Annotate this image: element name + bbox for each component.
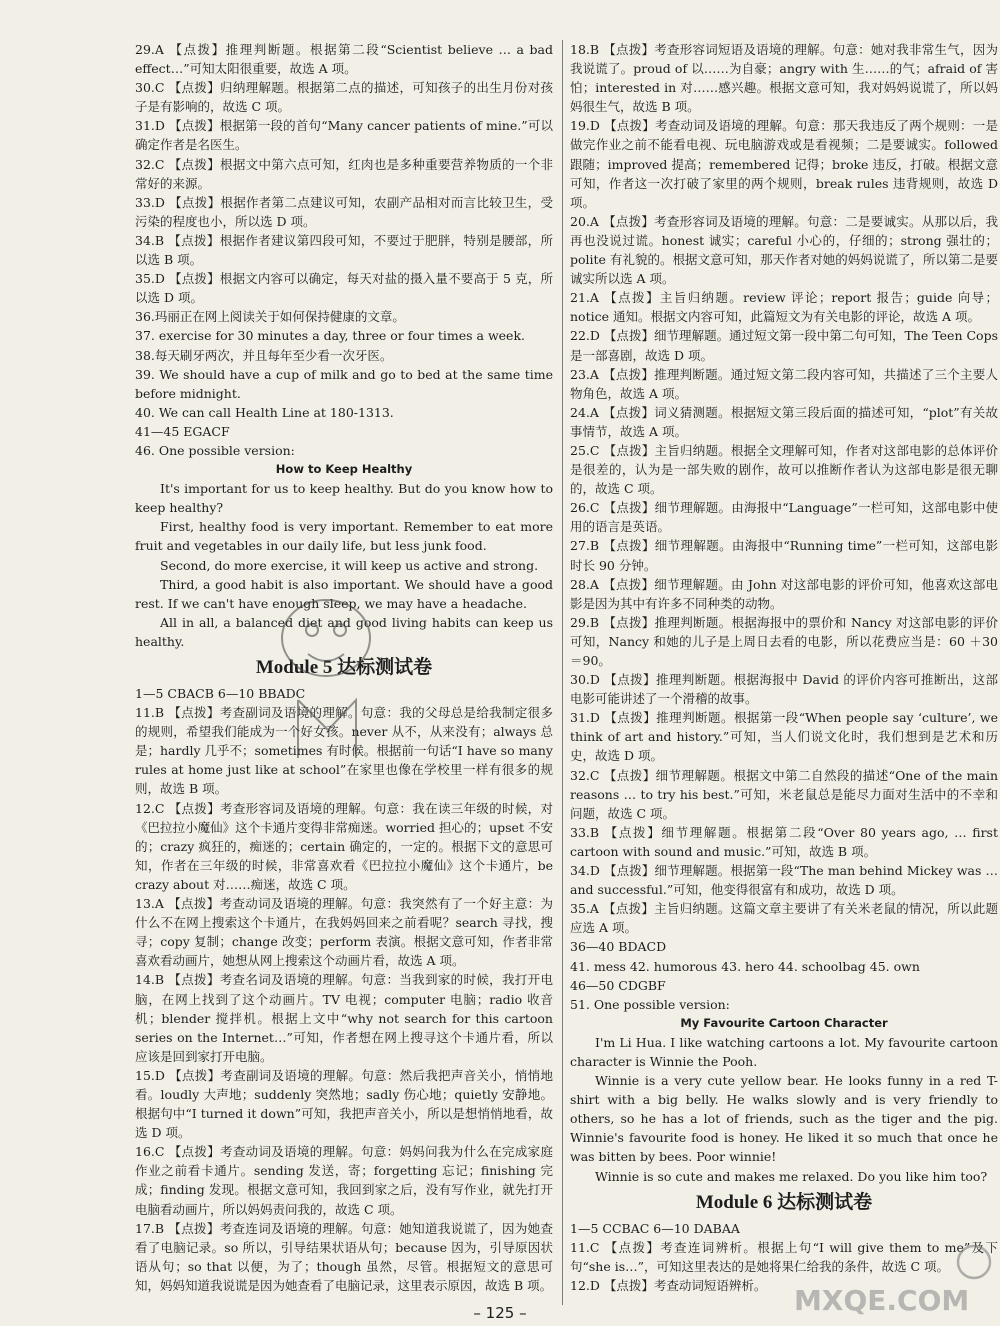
answer-item: 27.B 【点拨】细节理解题。由海报中“Running time”一栏可知，这部电影时长 90 分钟。 <box>570 538 998 573</box>
answer-item: 14.B 【点拨】考查名词及语境的理解。句意：当我到家的时候，我打开电脑，在网上找到了这个动画片。TV 电视；computer 电脑；radio 收音机；blender 搅拌机。根据上文中“why not search for this cartoon series on the Internet…”可知，作者想在网上搜寻这个卡通片看，所以应该是回到家打开电脑。 <box>135 972 553 1064</box>
answer-item: 51. One possible version: <box>570 996 730 1012</box>
essay-paragraph: All in all, a balanced diet and good living habits can keep us healthy. <box>135 614 553 649</box>
essay-title: My Favourite Cartoon Character <box>680 1015 888 1030</box>
answer-item: 30.C 【点拨】归纳理解题。根据第二点的描述，可知孩子的出生月份对孩子是有影响的，故选 C 项。 <box>135 80 553 115</box>
answer-item: 33.B 【点拨】细节理解题。根据第二段“Over 80 years ago, … first cartoon with sound and music.”可知，故选 B 项。 <box>570 824 998 859</box>
column-divider <box>562 40 563 1305</box>
answer-item: 31.D 【点拨】根据第一段的首句“Many cancer patients of mine.”可以确定作者是名医生。 <box>135 118 553 153</box>
page-number: – 125 – <box>473 1304 527 1322</box>
answer-item: 22.D 【点拨】细节理解题。通过短文第一段中第二句可知，The Teen Cops 是一部喜剧，故选 D 项。 <box>570 328 998 363</box>
answer-item: 1—5 CCBAC 6—10 DABAA <box>570 1220 740 1236</box>
answer-item: 13.A 【点拨】考查动词及语境的理解。句意：我突然有了一个好主意：为什么不在网上搜索这个卡通片，在我妈妈回来之前看呢？search 寻找，搜寻；copy 复制；change 改变；perform 表演。根据文意可知，作者非常喜欢看动画片，她想从网上搜索这个动画片看，故选 A 项。 <box>135 896 553 969</box>
answer-item: 34.B 【点拨】根据作者建议第四段可知，不要过于肥胖，特别是腰部，所以选 B 项。 <box>135 232 553 268</box>
answer-item: 37. exercise for 30 minutes a day, three or four times a week. <box>135 328 525 344</box>
essay-paragraph: First, healthy food is very important. Remember to eat more fruit and vegetables in our daily life, but less junk food. <box>135 519 553 554</box>
answer-item: 16.C 【点拨】考查动词及语境的理解。句意：妈妈问我为什么在完成家庭作业之前看卡通片。sending 发送，寄；forgetting 忘记；finishing 完成；finding 发现。根据文意可知，我回到家之后，没有写作业，就先打开电脑看动画片，所以妈妈责问我的，故选 C 项。 <box>135 1144 553 1217</box>
answer-item: 21.A 【点拨】主旨归纳题。review 评论；report 报告；guide 向导；notice 通知。根据文内容可知，此篇短文为有关电影的评论，故选 A 项。 <box>570 290 998 325</box>
answer-item: 20.A 【点拨】考查形容词及语境的理解。句意：二是要诚实。从那以后，我再也没说过谎。honest 诚实；careful 小心的，仔细的；strong 强壮的；polite 有礼貌的。根据文意可知，那天作者对她的妈妈说谎了，所以第二是要诚实所以选 A 项。 <box>570 213 998 287</box>
essay-paragraph: I'm Li Hua. I like watching cartoons a lot. My favourite cartoon character is Winnie the Pooh. <box>570 1034 998 1069</box>
essay-title: How to Keep Healthy <box>275 462 413 477</box>
answer-item: 26.C 【点拨】细节理解题。由海报中“Language”一栏可知，这部电影中使用的语言是英语。 <box>570 500 998 535</box>
essay-paragraph: Winnie is so cute and makes me relaxed. Do you like him too? <box>595 1168 988 1184</box>
answer-item: 11.C 【点拨】考查连词辨析。根据上句“I will give them to me”及下句“she is…”，可知这里表达的是她将果仁给我的条件，故选 C 项。 <box>570 1239 998 1274</box>
right-column <box>570 40 998 1295</box>
answer-item: 41—45 EGACF <box>135 423 230 439</box>
essay-paragraph: It's important for us to keep healthy. But do you know how to keep healthy? <box>135 481 553 516</box>
answer-item: 30.D 【点拨】推理判断题。根据海报中 David 的评价内容可推断出，这部电影可能讲述了一个滑稽的故事。 <box>570 672 998 707</box>
answer-item: 28.A 【点拨】细节理解题。由 John 对这部电影的评价可知，他喜欢这部电影是因为其中有许多不同种类的动物。 <box>570 576 998 611</box>
answer-item: 25.C 【点拨】主旨归纳题。根据全文理解可知，作者对这部电影的总体评价是很差的，认为是一部失败的剧作，故可以推断作者认为这部电影是很无聊的，故选 C 项。 <box>570 442 998 497</box>
answer-item: 41. mess 42. humorous 43. hero 44. schoolbag 45. own <box>570 958 920 974</box>
answer-item: 31.D 【点拨】推理判断题。根据第一段“When people say ‘culture’, we think of art and history.”可知，当人们说文化时，我们想到是艺术和历史，故选 D 项。 <box>570 710 998 764</box>
answer-item: 17.B 【点拨】考查连词及语境的理解。句意：她知道我说谎了，因为她查看了电脑记录。so 所以，引导结果状语从句；because 因为，引导原因状语从句；so that 以便，为了；though 虽然，尽管。根据短文的意思可知，妈妈知道我说谎是因为她查看了电脑记录，这里表示原因，故选 B 项。 <box>135 1220 553 1293</box>
answer-item: 29.B 【点拨】推理判断题。根据海报中的票价和 Nancy 对这部电影的评价可知，Nancy 和她的儿子是上周日去看的电影，所以花费应当是：60 ＋30 ＝90。 <box>570 614 998 668</box>
essay-paragraph: Winnie is a very cute yellow bear. He looks funny in a red T-shirt with a big belly. He walks slowly and is very friendly to others, so he has a lot of friends, such as the tiger and the pig. Winnie's favourite food is honey. He liked it so much that once he was bitten by bees. Poor winnie! <box>570 1073 998 1165</box>
answer-item: 1—5 CBACB 6—10 BBADC <box>135 686 306 701</box>
answer-item: 36—40 BDACD <box>570 939 667 955</box>
section-heading: Module 6 达标测试卷 <box>695 1191 873 1213</box>
answer-item: 40. We can call Health Line at 180-1313. <box>135 404 394 420</box>
answer-item: 35.D 【点拨】根据文内容可以确定，每天对盐的摄入量不要高于 5 克，所以选 D 项。 <box>135 271 553 306</box>
answer-item: 12.C 【点拨】考查形容词及语境的理解。句意：我在读三年级的时候，对《巴拉拉小魔仙》这个卡通片变得非常痴迷。worried 担心的；upset 不安的；crazy 疯狂的，痴迷的；certain 确定的，一定的。根据下文的意思可知，作者在三年级的时候，非常喜欢看《巴拉拉小魔仙》这个卡通片，be crazy about 对……痴迷，故选 C 项。 <box>135 800 553 892</box>
section-heading: Module 5 达标测试卷 <box>255 657 433 678</box>
answer-item: 46—50 CDGBF <box>570 977 666 993</box>
answer-item: 19.D 【点拨】考查动词及语境的理解。句意：那天我违反了两个规则：一是做完作业之前不能看电视、玩电脑游戏或是看视频；二是要诚实。followed 跟随；improved 提高；remembered 记得；broke 违反，打破。根据文意可知，作者这一次打破了家里的两个规则，break rules 违背规则，故选 D 项。 <box>570 118 998 210</box>
answer-item: 33.D 【点拨】根据作者第二点建议可知，农副产品相对而言比较卫生，受污染的程度也小，所以选 D 项。 <box>135 194 553 229</box>
left-column <box>135 40 553 1295</box>
answer-item: 12.D 【点拨】考查动词短语辨析。 <box>570 1277 767 1293</box>
answer-item: 23.A 【点拨】推理判断题。通过短文第二段内容可知，共描述了三个主要人物角色，故选 A 项。 <box>570 366 998 401</box>
answer-item: 39. We should have a cup of milk and go to bed at the same time before midnight. <box>135 366 553 401</box>
watermark-text: MXQE.COM <box>794 1284 970 1317</box>
answer-item: 36.玛丽正在网上阅读关于如何保持健康的文章。 <box>135 309 405 325</box>
answer-item: 11.B 【点拨】考查副词及语境的理解。句意：我的父母总是给我制定很多的规则，希望我们能成为一个好女孩。never 从不，从来没有；always 总是；hardly 几乎不；sometimes 有时候。根据前一句话“I have so many rules at home just like at school”在家里也像在学校里一样有很多的规则，故选 B 项。 <box>135 705 553 797</box>
answer-item: 24.A 【点拨】词义猜测题。根据短文第三段后面的描述可知，“plot”有关故事情节，故选 A 项。 <box>570 404 998 439</box>
answer-item: 35.A 【点拨】主旨归纳题。这篇文章主要讲了有关米老鼠的情况，所以此题应选 A 项。 <box>570 901 998 936</box>
answer-item: 34.D 【点拨】细节理解题。根据第一段“The man behind Mickey was … and successful.”可知，他变得很富有和成功，故选 D 项。 <box>570 863 998 898</box>
answer-item: 15.D 【点拨】考查副词及语境的理解。句意：然后我把声音关小，悄悄地看。loudly 大声地；suddenly 突然地；sadly 伤心地；quietly 安静地。根据句中“I turned it down”可知，我把声音关小，所以是想悄悄地看，故选 D 项。 <box>135 1067 553 1141</box>
essay-paragraph: Third, a good habit is also important. We should have a good rest. If we can't have enough sleep, we may have a headache. <box>135 576 553 611</box>
answer-item: 46. One possible version: <box>135 442 295 458</box>
answer-item: 18.B 【点拨】考查形容词短语及语境的理解。句意：她对我非常生气，因为我说谎了。proud of 以……为自豪；angry with 生……的气；afraid of 害怕；interested in 对……感兴趣。根据文意可知，我对妈妈说谎了，所以妈妈很生气，故选 B 项。 <box>570 42 998 115</box>
answer-item: 38.每天刷牙两次，并且每年至少看一次牙医。 <box>135 347 393 363</box>
essay-paragraph: Second, do more exercise, it will keep us active and strong. <box>160 557 539 573</box>
answer-item: 29.A 【点拨】推理判断题。根据第二段“Scientist believe … a bad effect…”可知太阳很重要，故选 A 项。 <box>135 42 553 77</box>
answer-item: 32.C 【点拨】根据文中第六点可知，红肉也是多种重要营养物质的一个非常好的来源。 <box>135 156 553 191</box>
answer-item: 32.C 【点拨】细节理解题。根据文中第二自然段的描述“One of the main reasons … to try his best.”可知，米老鼠总是能尽力面对生活中的不幸和问题，故选 C 项。 <box>570 767 998 821</box>
